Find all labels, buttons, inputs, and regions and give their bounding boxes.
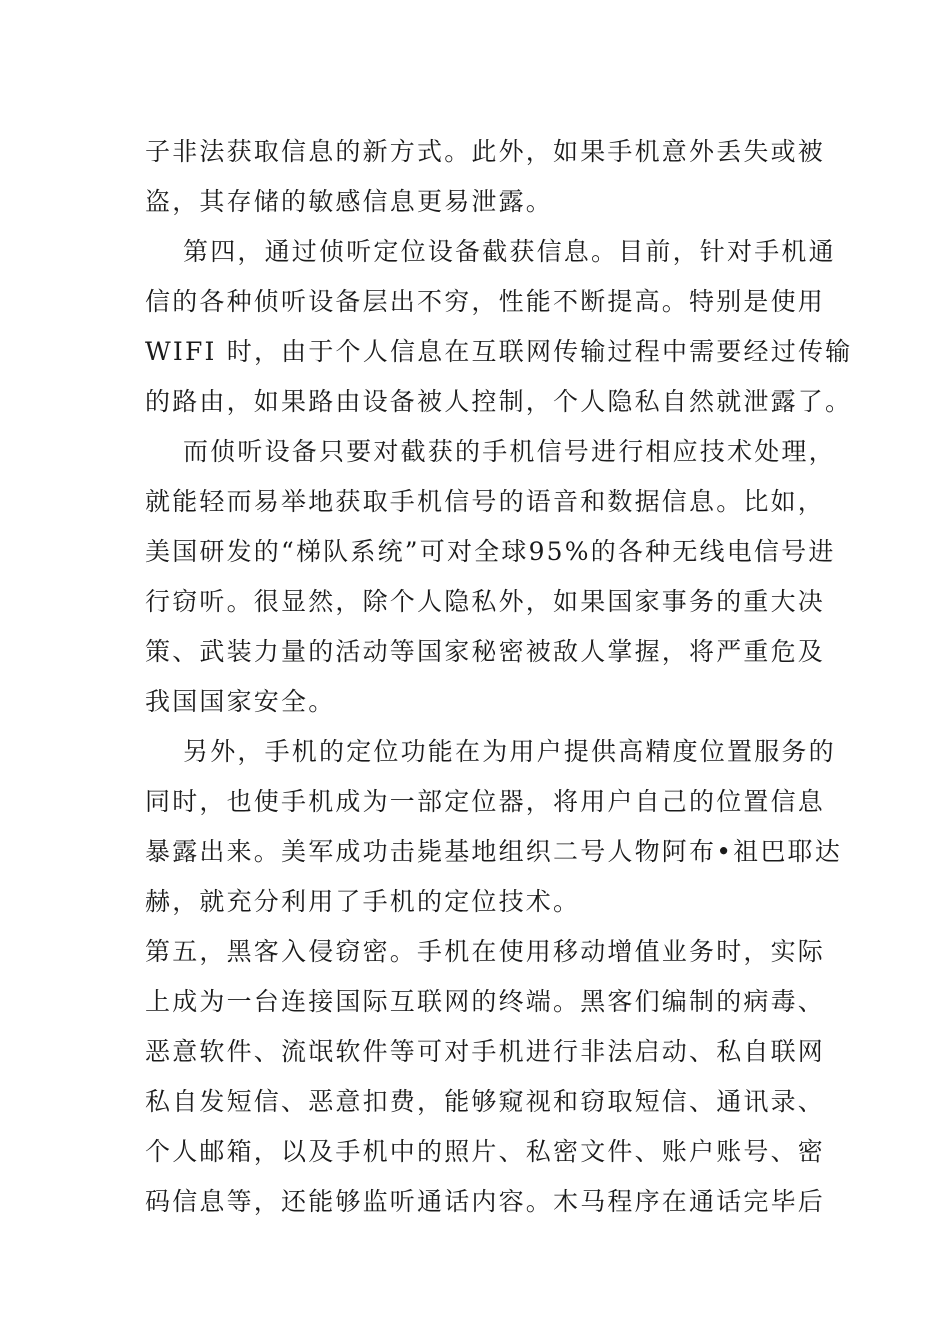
text-line: 策、武装力量的活动等国家秘密被敌人掌握，将严重危及 [145, 637, 826, 666]
body-text [145, 127, 853, 1227]
text-line: 第四，通过侦听定位设备截获信息。目前，针对手机通 [183, 237, 836, 266]
text-line: 码信息等，还能够监听通话内容。木马程序在通话完毕后 [145, 1187, 826, 1216]
text-line: 恶意软件、流氓软件等可对手机进行非法启动、私自联网 [145, 1037, 826, 1066]
text-line: 信的各种侦听设备层出不穷，性能不断提高。特别是使用 [145, 287, 826, 316]
text-line: 行窃听。很显然，除个人隐私外，如果国家事务的重大决 [145, 587, 826, 616]
text-line: 子非法获取信息的新方式。此外，如果手机意外丢失或被 [145, 137, 826, 166]
text-line: 我国国家安全。 [145, 687, 336, 716]
text-line: 而侦听设备只要对截获的手机信号进行相应技术处理， [183, 437, 836, 466]
text-line: 盗，其存储的敏感信息更易泄露。 [145, 187, 554, 216]
text-line: 个人邮箱，以及手机中的照片、私密文件、账户账号、密 [145, 1137, 826, 1166]
text-line: 另外，手机的定位功能在为用户提供高精度位置服务的 [183, 737, 836, 766]
text-line: 第五，黑客入侵窃密。手机在使用移动增值业务时，实际 [145, 937, 826, 966]
text-line: 赫，就充分利用了手机的定位技术。 [145, 887, 581, 916]
text-line: 暴露出来。美军成功击毙基地组织二号人物阿布•祖巴耶达 [145, 837, 842, 866]
text-line: 美国研发的“梯队系统”可对全球95%的各种无线电信号进 [145, 537, 836, 566]
text-line: WIFI 时，由于个人信息在互联网传输过程中需要经过传输 [145, 337, 853, 366]
text-line: 的路由，如果路由设备被人控制，个人隐私自然就泄露了。 [145, 387, 853, 416]
text-line: 私自发短信、恶意扣费，能够窥视和窃取短信、通讯录、 [145, 1087, 826, 1116]
text-line: 同时，也使手机成为一部定位器，将用户自己的位置信息 [145, 787, 826, 816]
text-line: 上成为一台连接国际互联网的终端。黑客们编制的病毒、 [145, 987, 826, 1016]
text-line: 就能轻而易举地获取手机信号的语音和数据信息。比如， [145, 487, 826, 516]
